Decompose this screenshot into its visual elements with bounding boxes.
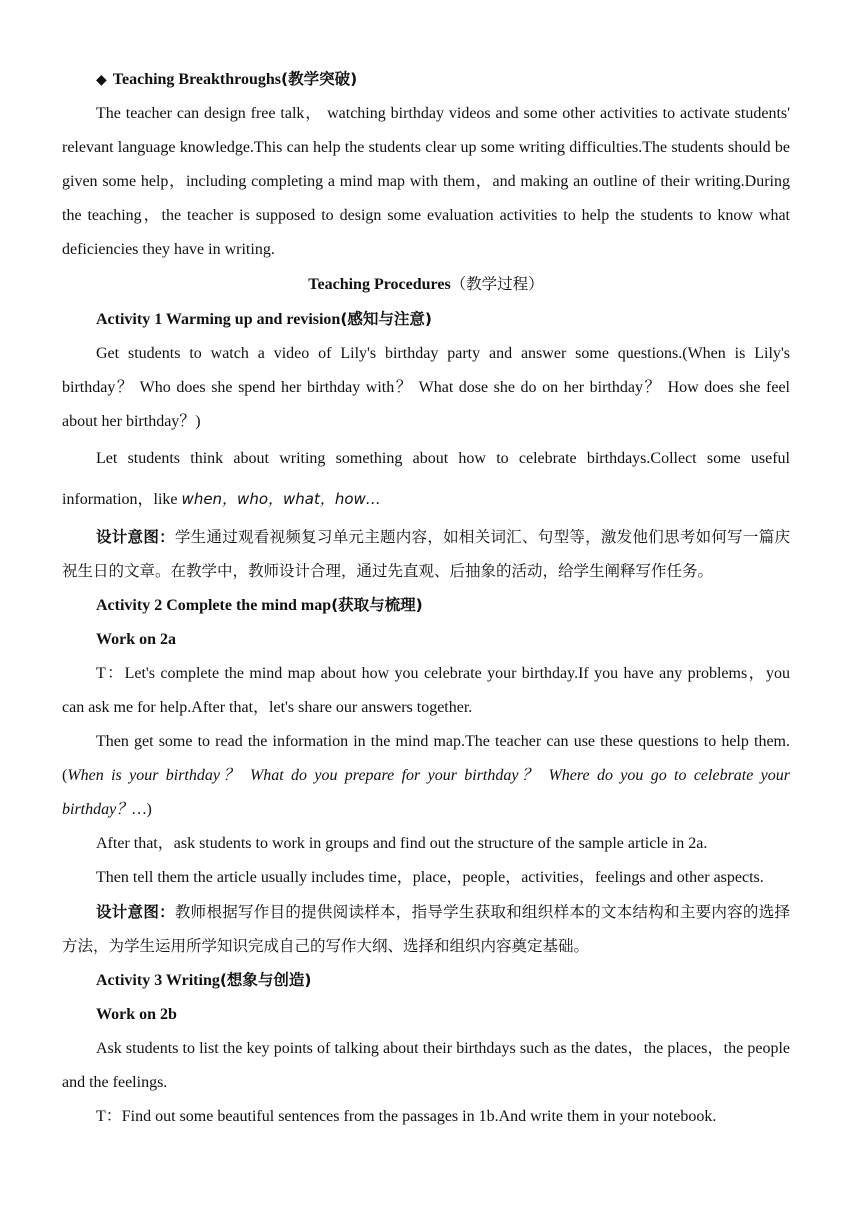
activity3-work: Work on 2b xyxy=(96,1006,177,1023)
breakthrough-heading: ◆ Teaching Breakthroughs(教学突破) xyxy=(96,70,358,88)
activity1-design-intent: 设计意图：学生通过观看视频复习单元主题内容，如相关词汇、句型等，激发他们思考如何写一篇庆祝生日的文章。在教学中，教师设计合理，通过先直观、后抽象的活动，给学生阐释写作任务。 xyxy=(62,528,790,580)
breakthrough-body: The teacher can design free talk， watching birthday videos and some other activities to activate students' relevant language knowledge.This can help the students clear up some writing difficulties.The students should be given some help，including completing a mind map with them，and making an outline of their writing.During the teaching，the teacher is supposed to design some evaluation activities to help the students to know what deficiencies they have in writing. xyxy=(62,105,790,258)
activity1-title: Activity 1 Warming up and revision(感知与注意) xyxy=(96,310,432,328)
activity3-paragraph-2: T：Find out some beautiful sentences from the passages in 1b.And write them in your notebook. xyxy=(96,1108,717,1125)
procedures-title: Teaching Procedures（教学过程） xyxy=(308,275,544,293)
activity2-design-intent: 设计意图：教师根据写作目的提供阅读样本，指导学生获取和组织样本的文本结构和主要内容的选择方法，为学生运用所学知识完成自己的写作大纲、选择和组织内容奠定基础。 xyxy=(62,903,790,955)
activity3-paragraph: Ask students to list the key points of talking about their birthdays such as the dates，the places，the people and the feelings. xyxy=(62,1040,790,1091)
activity1-paragraph-2: Let students think about writing something about how to celebrate birthdays.Collect some useful information，like when，who，what，how… xyxy=(62,450,790,508)
activity2-paragraph-3: After that，ask students to work in groups and find out the structure of the sample article in 2a. xyxy=(96,835,708,852)
activity2-title: Activity 2 Complete the mind map(获取与梳理) xyxy=(96,596,423,614)
activity2-paragraph-2: Then get some to read the information in the mind map.The teacher can use these questions to help them.(When is your birthday？ What do you prepare for your birthday？ Where do you go to celebrate your birthday？…) xyxy=(62,733,790,818)
activity2-paragraph: T：Let's complete the mind map about how you celebrate your birthday.If you have any problems，you can ask me for help.After that，let's share our answers together. xyxy=(62,665,790,716)
activity2-paragraph-4: Then tell them the article usually includes time，place，people，activities，feelings and other aspects. xyxy=(96,869,764,886)
activity1-paragraph: Get students to watch a video of Lily's birthday party and answer some questions.(When is Lily's birthday？ Who does she spend her birthday with？ What dose she do on her birthday？ How does she feel about her birthday？) xyxy=(62,345,790,430)
activity3-title: Activity 3 Writing(想象与创造) xyxy=(96,971,312,989)
activity2-work: Work on 2a xyxy=(96,631,177,648)
diamond-bullet-icon: ◆ xyxy=(96,72,107,88)
document-page xyxy=(62,62,790,1134)
